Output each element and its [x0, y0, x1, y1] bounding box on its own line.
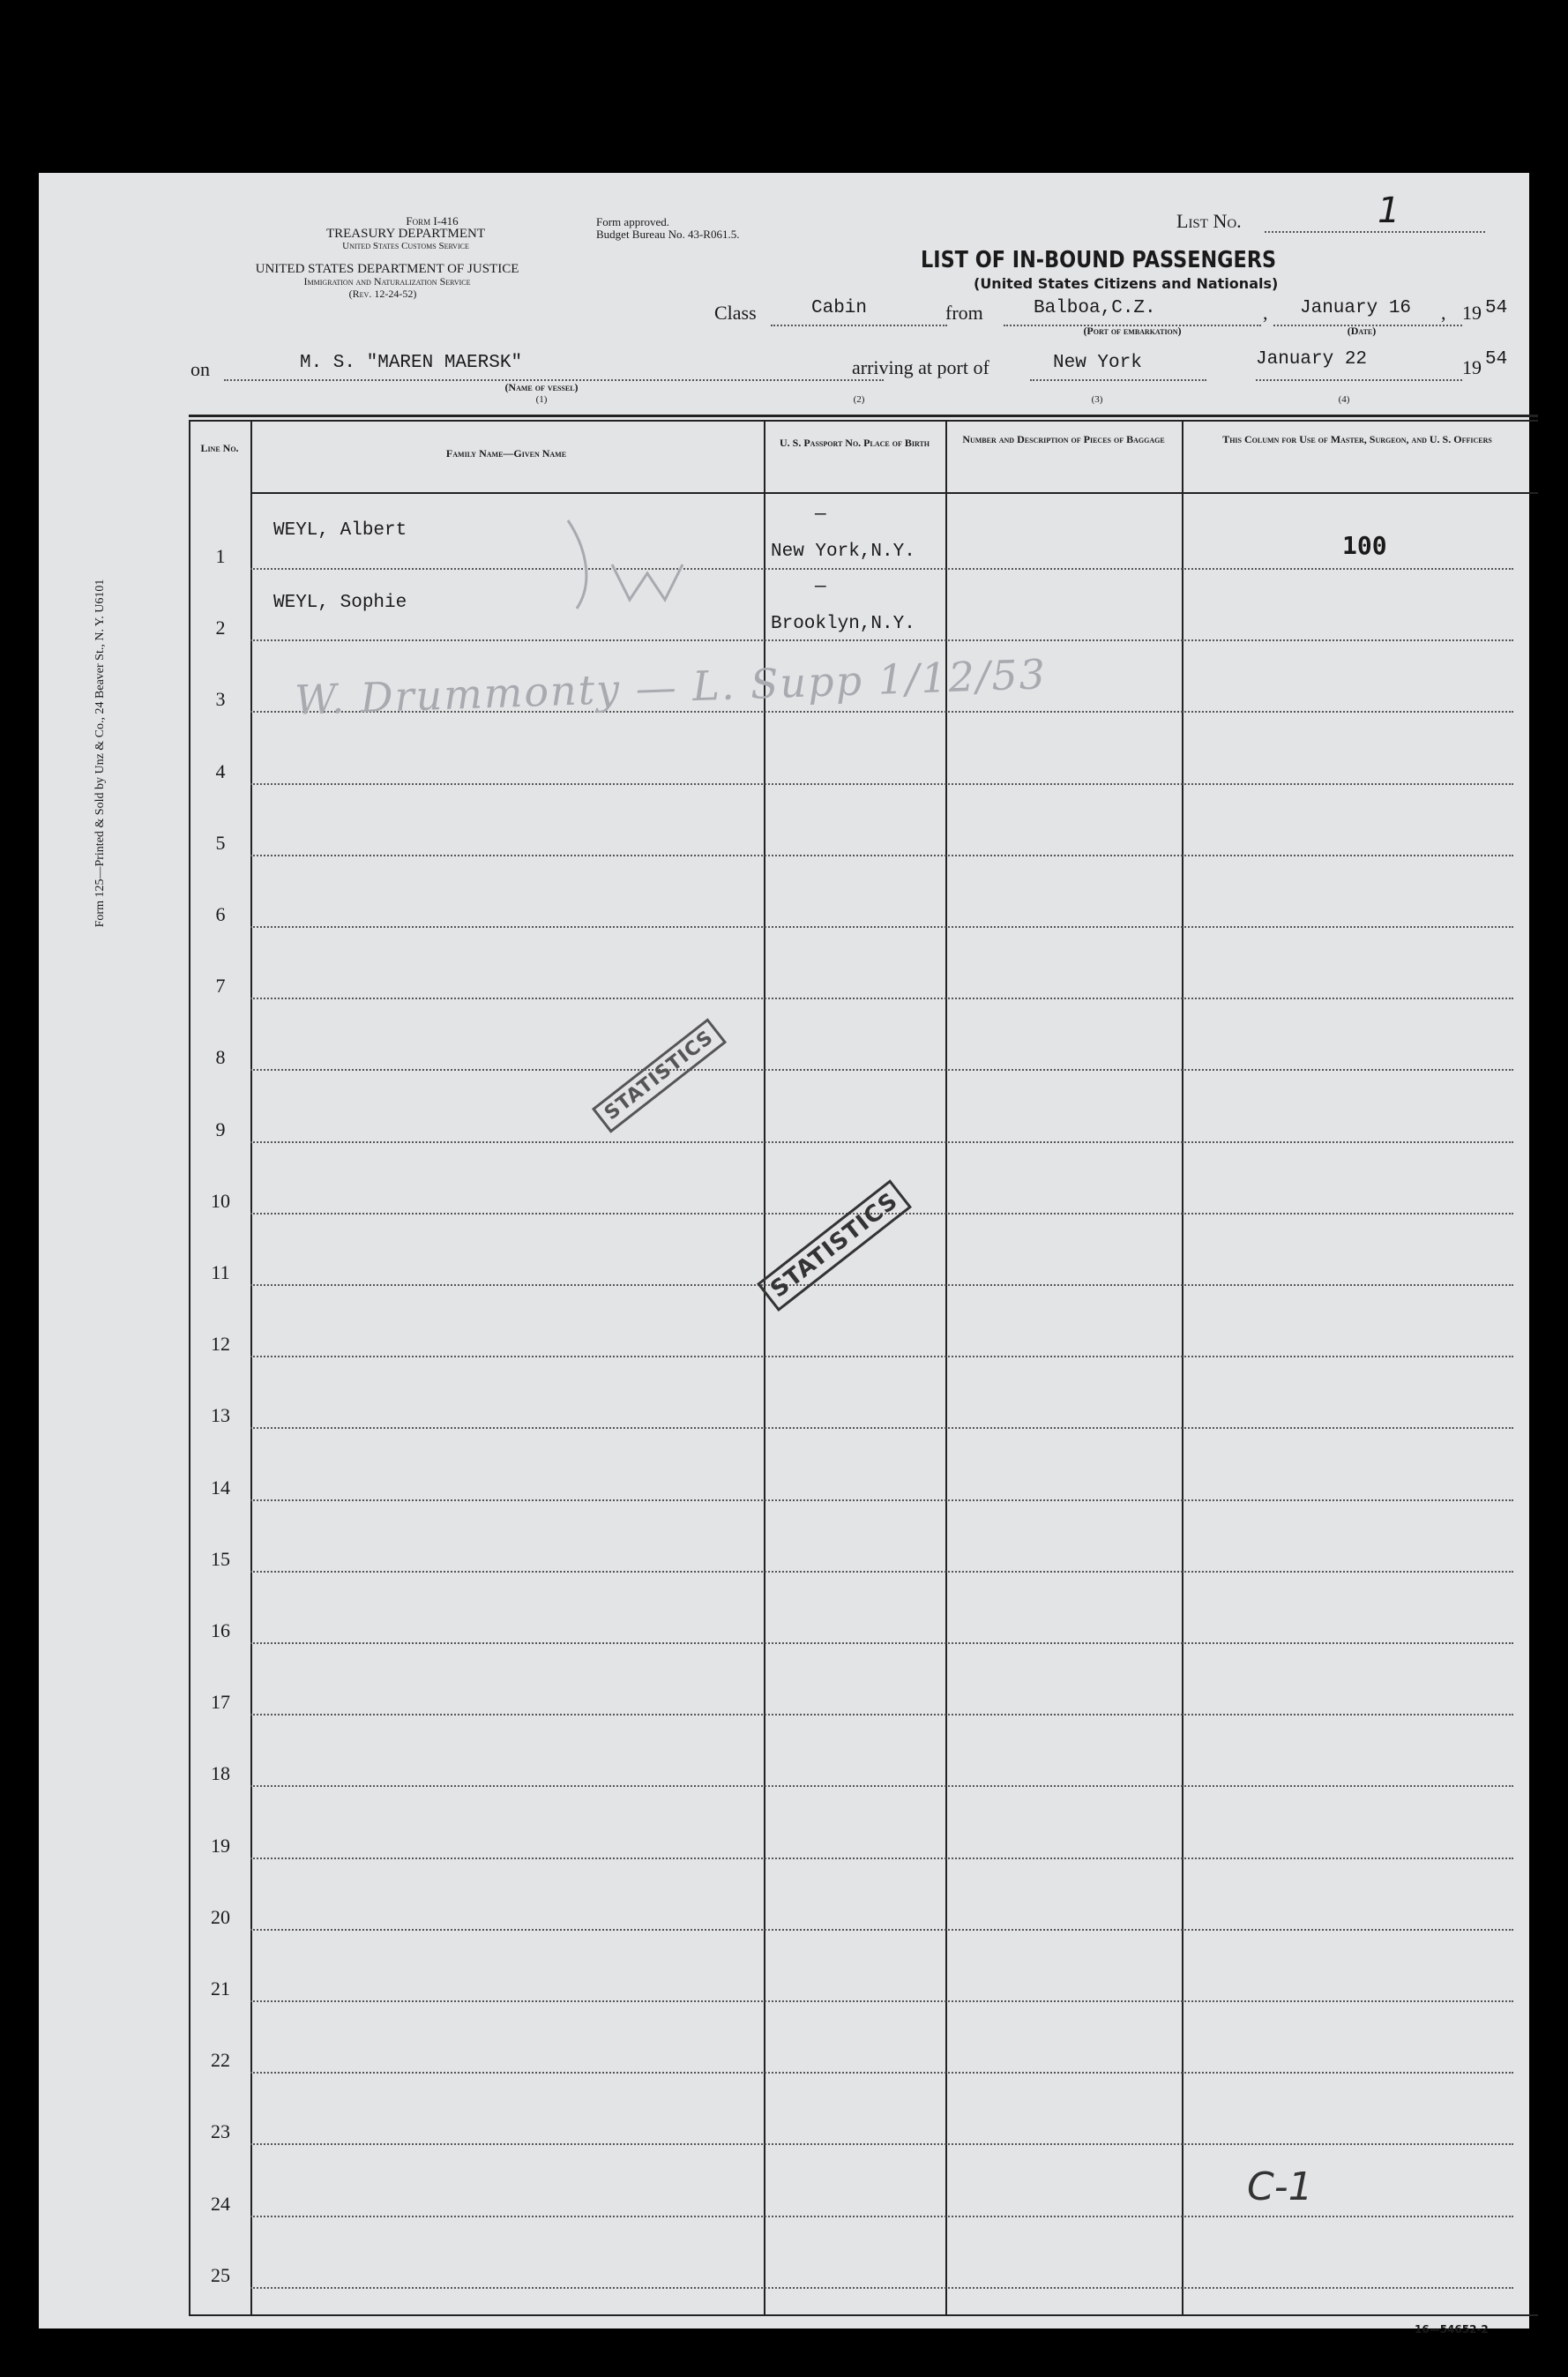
- form-approved: Form approved.: [596, 215, 670, 228]
- table-row: [250, 1499, 1513, 1501]
- col-divider-line: [250, 420, 252, 2314]
- col-header-line-no: Line No.: [200, 442, 239, 454]
- table-row: [250, 1857, 1513, 1859]
- form-number: Form I-416: [406, 214, 459, 228]
- line-number: 1: [215, 545, 226, 567]
- arrival-date-dots: [1256, 379, 1462, 381]
- line-number: 8: [215, 1046, 226, 1069]
- table-row: [250, 1929, 1513, 1931]
- table-row: [250, 1714, 1513, 1715]
- class-label: Class: [714, 302, 757, 324]
- list-no-value: 1: [1378, 191, 1400, 231]
- table-row: [250, 1785, 1513, 1787]
- from-label: from: [945, 302, 983, 324]
- passenger-birthplace: Brooklyn,N.Y.: [771, 614, 915, 634]
- comma-2: ,: [1441, 302, 1446, 324]
- table-row: [250, 855, 1513, 856]
- col-header-officers: This Column for Use of Master, Surgeon, and U. S. Officers: [1222, 433, 1492, 445]
- table-row: [250, 1642, 1513, 1644]
- col-divider-passport: [945, 420, 947, 2314]
- table-row: [250, 1141, 1513, 1143]
- table-row: [250, 1284, 1513, 1286]
- line-number: 7: [215, 975, 226, 998]
- col-divider-baggage: [1182, 420, 1183, 2314]
- table-row: [250, 2287, 1513, 2289]
- table-row: [250, 639, 1513, 641]
- footer-code: 16—54652-2: [1415, 2323, 1489, 2336]
- line-number: 3: [215, 688, 226, 711]
- department-of-justice: UNITED STATES DEPARTMENT OF JUSTICE: [255, 262, 519, 276]
- table-top-rule: [189, 415, 1538, 417]
- line-number: 11: [211, 1261, 230, 1283]
- line-number: 21: [211, 1977, 230, 2000]
- table-row: [250, 783, 1513, 785]
- statistics-stamp: STATISTICS: [592, 1018, 727, 1132]
- treasury-department: TREASURY DEPARTMENT: [325, 227, 486, 241]
- line-number: 19: [211, 1834, 230, 1857]
- line-number: 16: [211, 1619, 230, 1641]
- caption-2: (2): [853, 394, 865, 405]
- page-title: LIST OF IN-BOUND PASSENGERS: [921, 247, 1277, 273]
- from-value: Balboa,C.Z.: [1034, 298, 1156, 318]
- list-no-dots: [1265, 231, 1485, 233]
- passenger-passport: —: [815, 505, 826, 525]
- handwritten-note: C-1: [1247, 2164, 1313, 2209]
- date-caption: (Date): [1347, 325, 1377, 337]
- arrival-port: New York: [1053, 353, 1142, 373]
- col-header-passport: U. S. Passport No. Place of Birth: [780, 437, 930, 449]
- header-bottom-rule: [250, 492, 1538, 494]
- line-number: 9: [215, 1117, 226, 1140]
- table-row: [250, 998, 1513, 999]
- revision-date: (Rev. 12-24-52): [348, 288, 417, 300]
- vessel-caption: (Name of vessel): [504, 381, 579, 393]
- manifest-page: [39, 173, 1529, 2336]
- arrival-year-prefix: 19: [1462, 356, 1482, 378]
- handwritten-mark: [550, 512, 762, 626]
- passenger-birthplace: New York,N.Y.: [771, 542, 915, 562]
- comma: ,: [1263, 302, 1268, 324]
- vessel-name: M. S. "MAREN MAERSK": [300, 353, 523, 373]
- line-number: 4: [215, 759, 226, 782]
- table-row: [250, 1356, 1513, 1357]
- table-row: [250, 1571, 1513, 1573]
- table-row: [250, 568, 1513, 570]
- table-top-rule-2: [189, 420, 1538, 422]
- arriving-label: arriving at port of: [852, 356, 989, 378]
- col-header-name: Family Name—Given Name: [445, 447, 567, 460]
- line-number: 6: [215, 903, 226, 925]
- line-number: 18: [211, 1762, 230, 1785]
- table-row: [250, 2216, 1513, 2217]
- table-row: [250, 1069, 1513, 1071]
- budget-bureau: Budget Bureau No. 43-R061.5.: [596, 228, 740, 241]
- arrival-year: 54: [1485, 349, 1508, 370]
- caption-3: (3): [1091, 394, 1103, 405]
- line-number: 25: [211, 2263, 230, 2286]
- ins-service: Immigration and Naturalization Service: [303, 275, 471, 288]
- arrival-port-dots: [1030, 379, 1206, 381]
- passenger-name: WEYL, Sophie: [273, 593, 407, 613]
- table-left-border: [189, 420, 190, 2314]
- departure-year: 54: [1485, 298, 1508, 318]
- list-no-label: List No.: [1176, 210, 1242, 232]
- line-number: 13: [211, 1404, 230, 1427]
- table-row: [250, 1427, 1513, 1429]
- statistics-stamp: STATISTICS: [757, 1179, 912, 1312]
- customs-service: United States Customs Service: [342, 241, 469, 251]
- line-number: 15: [211, 1547, 230, 1570]
- passenger-name: WEYL, Albert: [273, 520, 407, 541]
- officer-note: 100: [1342, 531, 1387, 560]
- arrival-date: January 22: [1256, 349, 1368, 370]
- class-dots: [771, 325, 947, 326]
- departure-date: January 16: [1300, 298, 1412, 318]
- line-number: 14: [211, 1476, 230, 1499]
- on-label: on: [190, 358, 210, 380]
- line-number: 17: [211, 1691, 230, 1714]
- line-number: 10: [211, 1189, 230, 1212]
- page-subtitle: (United States Citizens and Nationals): [974, 275, 1279, 292]
- caption-1: (1): [535, 394, 548, 405]
- col-header-baggage: Number and Description of Pieces of Baggage: [962, 433, 1165, 445]
- table-row: [250, 926, 1513, 928]
- table-row: [250, 2143, 1513, 2145]
- line-number: 5: [215, 831, 226, 854]
- caption-4: (4): [1338, 394, 1350, 405]
- line-number: 20: [211, 1905, 230, 1928]
- line-number: 24: [211, 2192, 230, 2215]
- table-row: [250, 2000, 1513, 2002]
- line-number: 12: [211, 1333, 230, 1356]
- passenger-passport: —: [815, 577, 826, 597]
- line-number: 22: [211, 2049, 230, 2072]
- line-number: 23: [211, 2120, 230, 2143]
- class-value: Cabin: [811, 298, 868, 318]
- handwritten-annotation: W. Drummonty — L. Supp 1/12/53: [294, 650, 1048, 724]
- port-embarkation-caption: (Port of embarkation): [1083, 325, 1182, 337]
- line-number: 2: [215, 617, 226, 639]
- table-bottom-rule: [189, 2314, 1538, 2316]
- departure-year-prefix: 19: [1462, 302, 1482, 324]
- printer-margin-text: Form 125—Printed & Sold by Unz & Co., 24 Beaver St., N. Y. U6101: [93, 579, 107, 928]
- table-row: [250, 2072, 1513, 2074]
